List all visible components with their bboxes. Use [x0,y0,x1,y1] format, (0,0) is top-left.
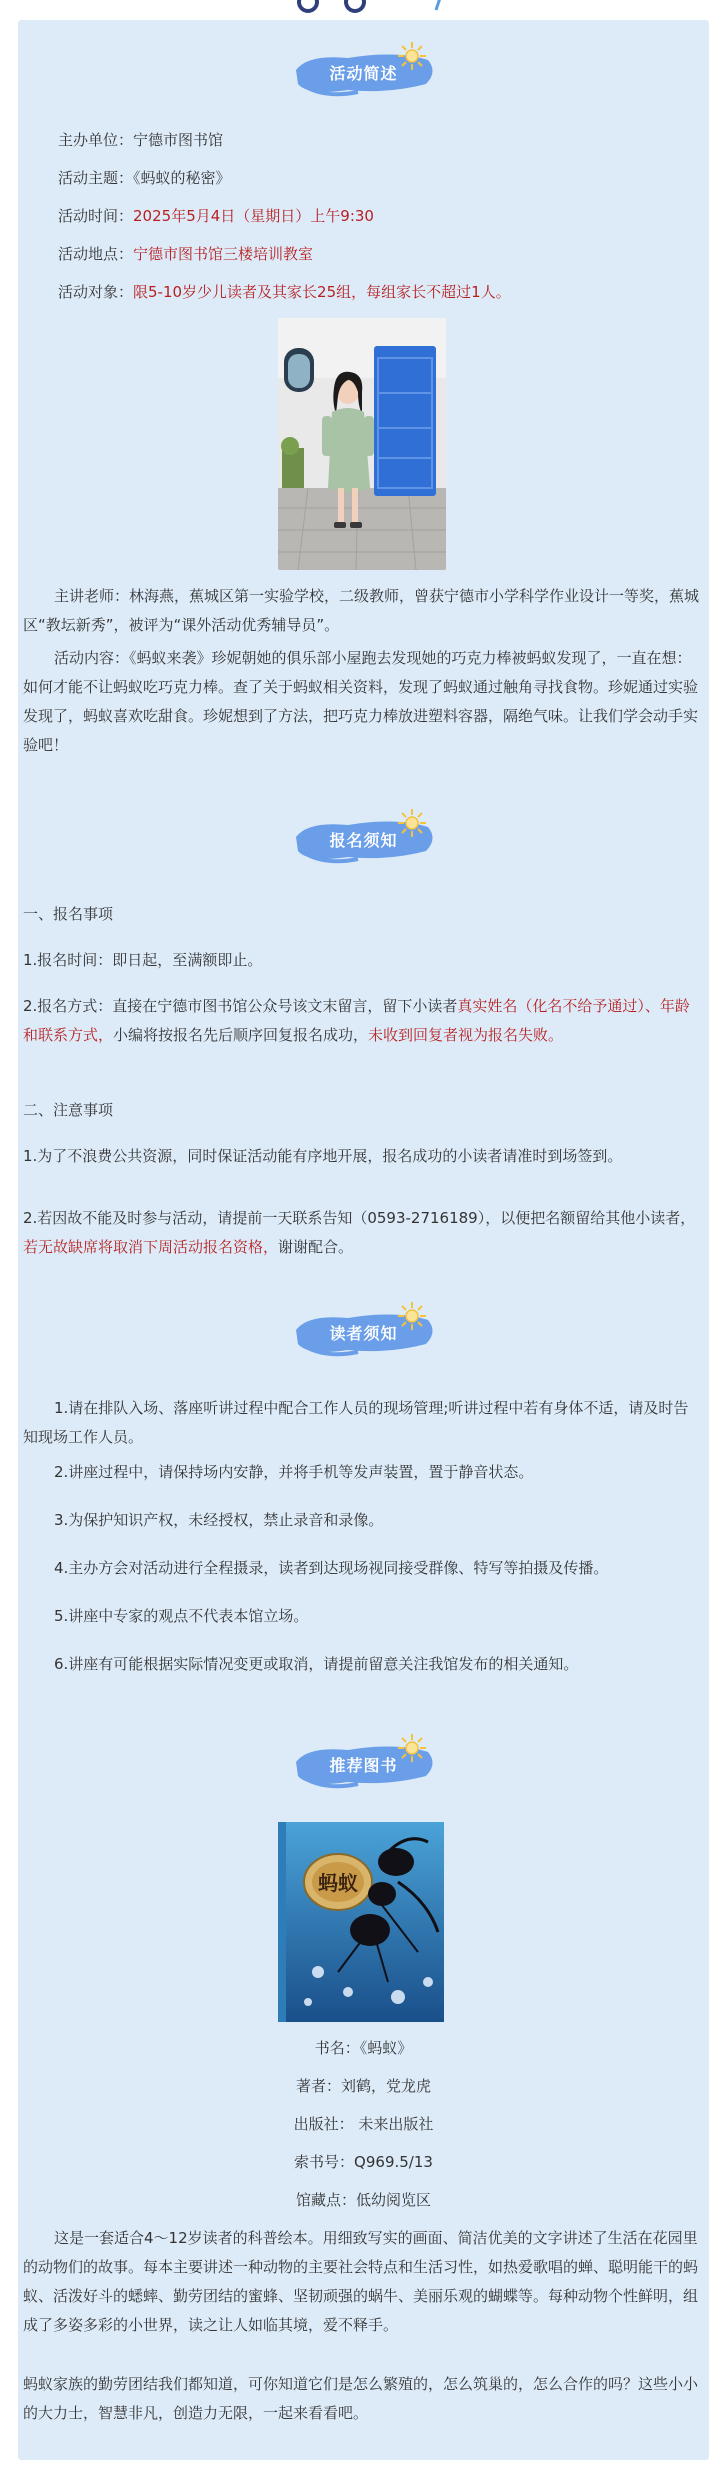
signup-method-failure: 未收到回复者视为报名失败。 [368,1026,564,1044]
reader-item-4: 4.主办方会对活动进行全程摄录，读者到达现场视同接受群像、特写等拍摄及传播。 [54,1559,609,1577]
place-value: 宁德市图书馆三楼培训教室 [133,245,314,263]
signup-note-2-warning: 若无故缺席将取消下周活动报名资格， [23,1238,279,1256]
book-name: 书名：《蚂蚁》 [314,2039,413,2057]
teacher-intro: 主讲老师：林海燕，蕉城区第一实验学校，二级教师，曾获宁德市小学科学作业设计一等奖，蕉城区“教坛新秀”，被评为“课外活动优秀辅导员”。 [23,587,700,634]
signup-note-2 [23,1204,703,1262]
signup-method-text-2: 小编将按报名先后顺序回复报名成功， [113,1026,369,1044]
theme-line [58,164,678,193]
activity-content: 活动内容：《蚂蚁来袭》珍妮朝她的俱乐部小屋跑去发现她的巧克力棒被蚂蚁发现了，一直在想：如何才能不让蚂蚁吃巧克力棒。查了关于蚂蚁相关资料，发现了蚂蚁通过触角寻找食物。珍妮通过实验发现了，蚂蚁喜欢吃甜食。珍妮想到了方法，把巧克力棒放进塑料容器，隔绝气味。让我们学会动手实验吧！ [23,649,699,754]
book-publisher: 出版社： 未来出版社 [293,2115,434,2133]
section-header-signup [18,807,709,871]
section-title: 读者须知 [329,1324,398,1343]
organizer-value: 宁德市图书馆 [133,131,224,149]
reader-item-1: 1.请在排队入场、落座听讲过程中配合工作人员的现场管理;听讲过程中若有身体不适，请及时告知现场工作人员。 [23,1399,689,1446]
section-title: 报名须知 [329,831,398,850]
book-call-number: 索书号：Q969.5/13 [294,2153,433,2171]
reader-item-6: 6.讲座有可能根据实际情况变更或取消，请提前留意关注我馆发布的相关通知。 [54,1655,579,1673]
section-header-activity [18,40,709,104]
signup-method-required: 真实姓名（化名不给予通过）、年龄和联系方式， [23,997,690,1044]
reader-item-3: 3.为保护知识产权，未经授权，禁止录音和录像。 [54,1511,384,1529]
content-panel [18,20,709,2460]
place-line [58,240,678,269]
signup-note-2-text: 2.若因故不能及时参与活动，请提前一天联系告知（0593-2716189），以便把名额留给其他小读者， [23,1209,696,1227]
section-header-reader [18,1300,709,1364]
theme-value: 《蚂蚁的秘密》 [133,169,231,187]
theme-label: 活动主题： [58,169,134,187]
book-cover-title: 蚂蚁 [318,1871,358,1895]
place-label: 活动地点： [58,245,134,263]
reader-item-5: 5.讲座中专家的观点不代表本馆立场。 [54,1607,309,1625]
section-header-books [18,1732,709,1796]
signup-time: 1.报名时间：即日起，至满额即止。 [23,951,263,969]
target-label: 活动对象： [58,283,134,301]
section-title: 推荐图书 [329,1756,398,1775]
signup-note-2-thanks: 谢谢配合。 [278,1238,354,1256]
book-location: 馆藏点：低幼阅览区 [295,2191,431,2209]
signup-heading-2: 二、注意事项 [23,1101,114,1119]
book-description: 这是一套适合4～12岁读者的科普绘本。用细致写实的画面、简洁优美的文字讲述了生活在花园里的动物们的故事。每本主要讲述一种动物的主要社会特点和生活习性，如热爱歌唱的蝉、聪明能干的蚂蚁、活泼好斗的蟋蟀、勤劳团结的蜜蜂、坚韧顽强的蜗牛、美丽乐观的蝴蝶等。每种动物个性鲜明，组成了多姿多彩的小世界，读之让人如临其境，爱不释手。 [23,2229,699,2334]
top-decoration [0,0,727,16]
target-line [58,278,678,307]
time-line [58,202,678,231]
signup-note-1: 1.为了不浪费公共资源，同时保证活动能有序地开展，报名成功的小读者请准时到场签到。 [23,1147,623,1165]
signup-heading-1: 一、报名事项 [23,905,114,923]
section-title: 活动简述 [329,64,398,83]
time-label: 活动时间： [58,207,134,225]
book-cover [278,1822,444,2022]
book-author: 著者：刘鹤，党龙虎 [295,2077,431,2095]
organizer-line [58,126,678,155]
reader-item-2: 2.讲座过程中，请保持场内安静，并将手机等发声装置，置于静音状态。 [54,1463,534,1481]
signup-method [23,992,703,1050]
teacher-photo-illustration [278,318,446,570]
time-value: 2025年5月4日（星期日）上午9:30 [133,207,374,225]
target-value: 限5-10岁少儿读者及其家长25组，每组家长不超过1人。 [133,283,511,301]
book-description-2: 蚂蚁家族的勤劳团结我们都知道，可你知道它们是怎么繁殖的，怎么筑巢的，怎么合作的吗？这些小小的大力士，智慧非凡，创造力无限，一起来看看吧。 [23,2375,699,2422]
signup-method-text: 2.报名方式：直接在宁德市图书馆公众号该文末留言，留下小读者 [23,997,458,1015]
organizer-label: 主办单位： [58,131,134,149]
book-cover-illustration [278,1822,444,2022]
teacher-photo [278,318,446,570]
